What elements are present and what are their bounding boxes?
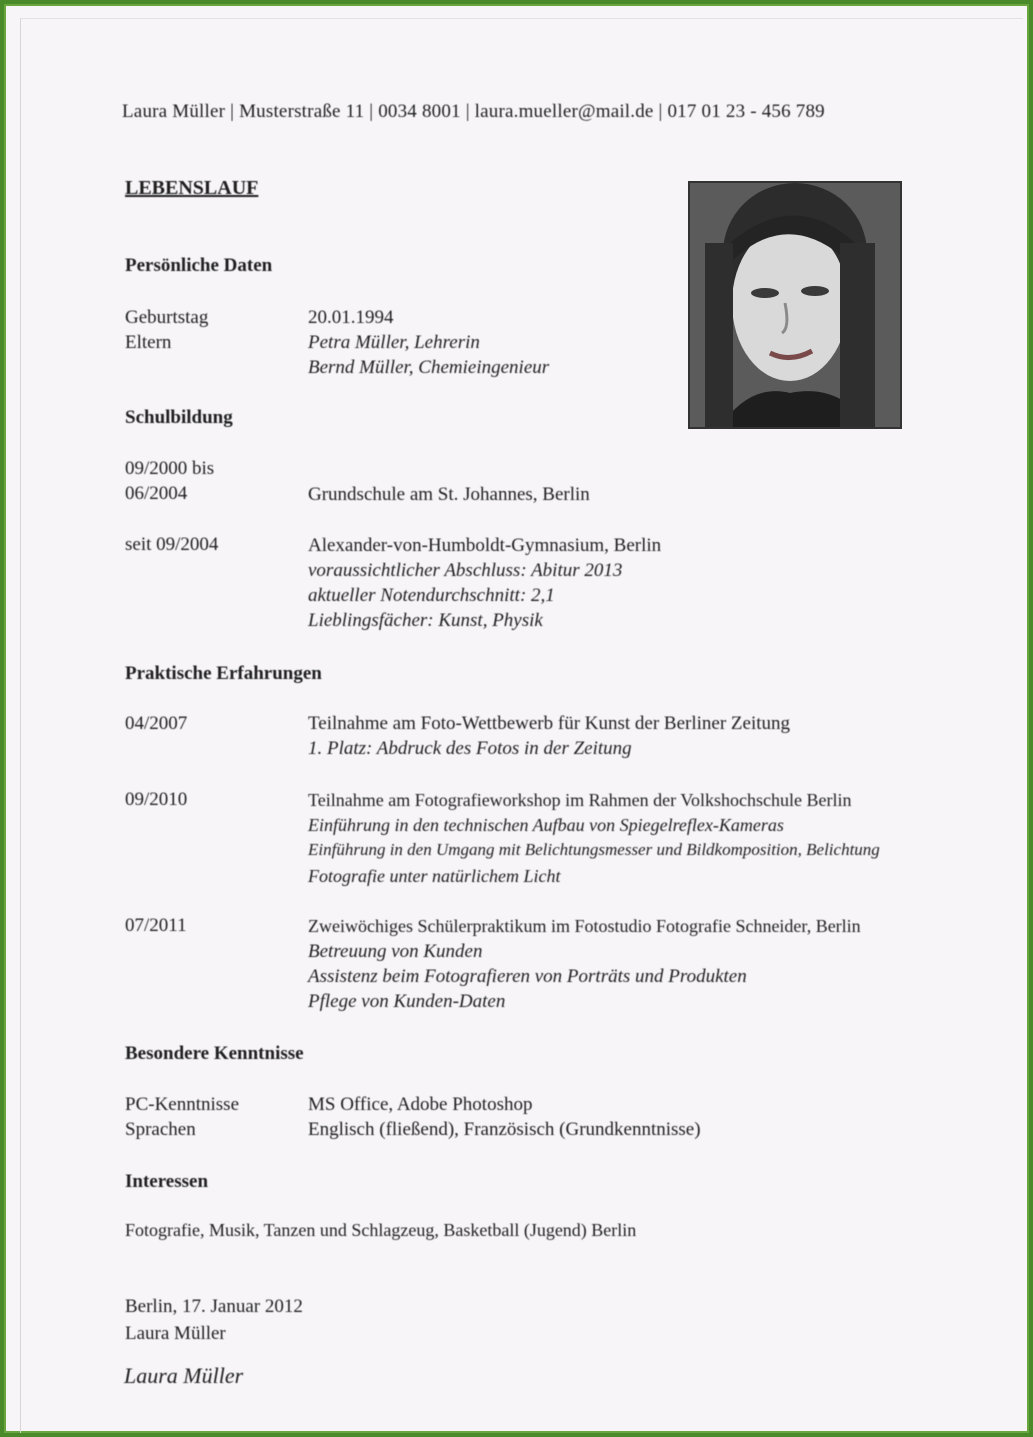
section-heading-personal: Persönliche Daten — [125, 255, 273, 276]
birth-value: 20.01.1994 — [308, 307, 394, 328]
section-heading-interests: Interessen — [125, 1171, 209, 1192]
school-entry1-date-2: 06/2004 — [125, 483, 188, 504]
contact-line: Laura Müller | Musterstraße 11 | 0034 8001 | laura.mueller@mail.de | 017 01 23 - 456 789 — [122, 101, 825, 122]
portrait-image — [690, 183, 900, 427]
languages-value: Englisch (fließend), Französisch (Grundkenntnisse) — [308, 1119, 701, 1140]
birth-label: Geburtstag — [125, 307, 209, 328]
place-date: Berlin, 17. Januar 2012 — [125, 1296, 303, 1317]
practical-entry2-value-3: Einführung in den Umgang mit Belichtungsmesser und Bildkomposition, Belichtung — [308, 840, 880, 859]
practical-entry3-value-4: Pflege von Kunden-Daten — [308, 991, 506, 1012]
school-entry2-value-4: Lieblingsfächer: Kunst, Physik — [308, 610, 543, 631]
applicant-photo — [688, 181, 902, 429]
pc-skills-value: MS Office, Adobe Photoshop — [308, 1094, 533, 1115]
school-entry2-value-1: Alexander-von-Humboldt-Gymnasium, Berlin — [308, 535, 662, 556]
interests-value: Fotografie, Musik, Tanzen und Schlagzeug, Basketball (Jugend) Berlin — [125, 1220, 637, 1240]
school-entry2-value-3: aktueller Notendurchschnitt: 2,1 — [308, 585, 555, 606]
practical-entry2-value-1: Teilnahme am Fotografieworkshop im Rahmen der Volkshochschule Berlin — [308, 790, 852, 810]
practical-entry2-date: 09/2010 — [125, 789, 188, 810]
parents-value-2: Bernd Müller, Chemieingenieur — [308, 357, 550, 378]
section-heading-skills: Besondere Kenntnisse — [125, 1043, 304, 1064]
practical-entry3-value-1: Zweiwöchiges Schülerpraktikum im Fotostudio Fotografie Schneider, Berlin — [308, 916, 861, 936]
parents-label: Eltern — [125, 332, 172, 353]
parents-value-1: Petra Müller, Lehrerin — [308, 332, 480, 353]
section-heading-school: Schulbildung — [125, 407, 233, 428]
practical-entry3-value-2: Betreuung von Kunden — [308, 941, 483, 962]
languages-label: Sprachen — [125, 1119, 196, 1140]
practical-entry2-value-2: Einführung in den technischen Aufbau von Spiegelreflex-Kameras — [308, 815, 784, 835]
page-title: LEBENSLAUF — [125, 177, 259, 199]
practical-entry2-value-4: Fotografie unter natürlichem Licht — [308, 866, 561, 886]
school-entry1-date-1: 09/2000 bis — [125, 458, 215, 479]
school-entry1-value: Grundschule am St. Johannes, Berlin — [308, 484, 590, 505]
pc-skills-label: PC-Kenntnisse — [125, 1094, 239, 1115]
signature: Laura Müller — [124, 1363, 244, 1388]
school-entry2-value-2: voraussichtlicher Abschluss: Abitur 2013 — [308, 560, 623, 581]
practical-entry3-date: 07/2011 — [125, 915, 187, 936]
section-heading-practical: Praktische Erfahrungen — [125, 663, 322, 684]
closing-name: Laura Müller — [125, 1323, 226, 1344]
practical-entry3-value-3: Assistenz beim Fotografieren von Porträts und Produkten — [308, 966, 747, 987]
school-entry2-date: seit 09/2004 — [125, 534, 219, 555]
practical-entry1-value-2: 1. Platz: Abdruck des Fotos in der Zeitung — [308, 738, 632, 759]
practical-entry1-value-1: Teilnahme am Foto-Wettbewerb für Kunst der Berliner Zeitung — [308, 713, 791, 734]
practical-entry1-date: 04/2007 — [125, 713, 188, 734]
